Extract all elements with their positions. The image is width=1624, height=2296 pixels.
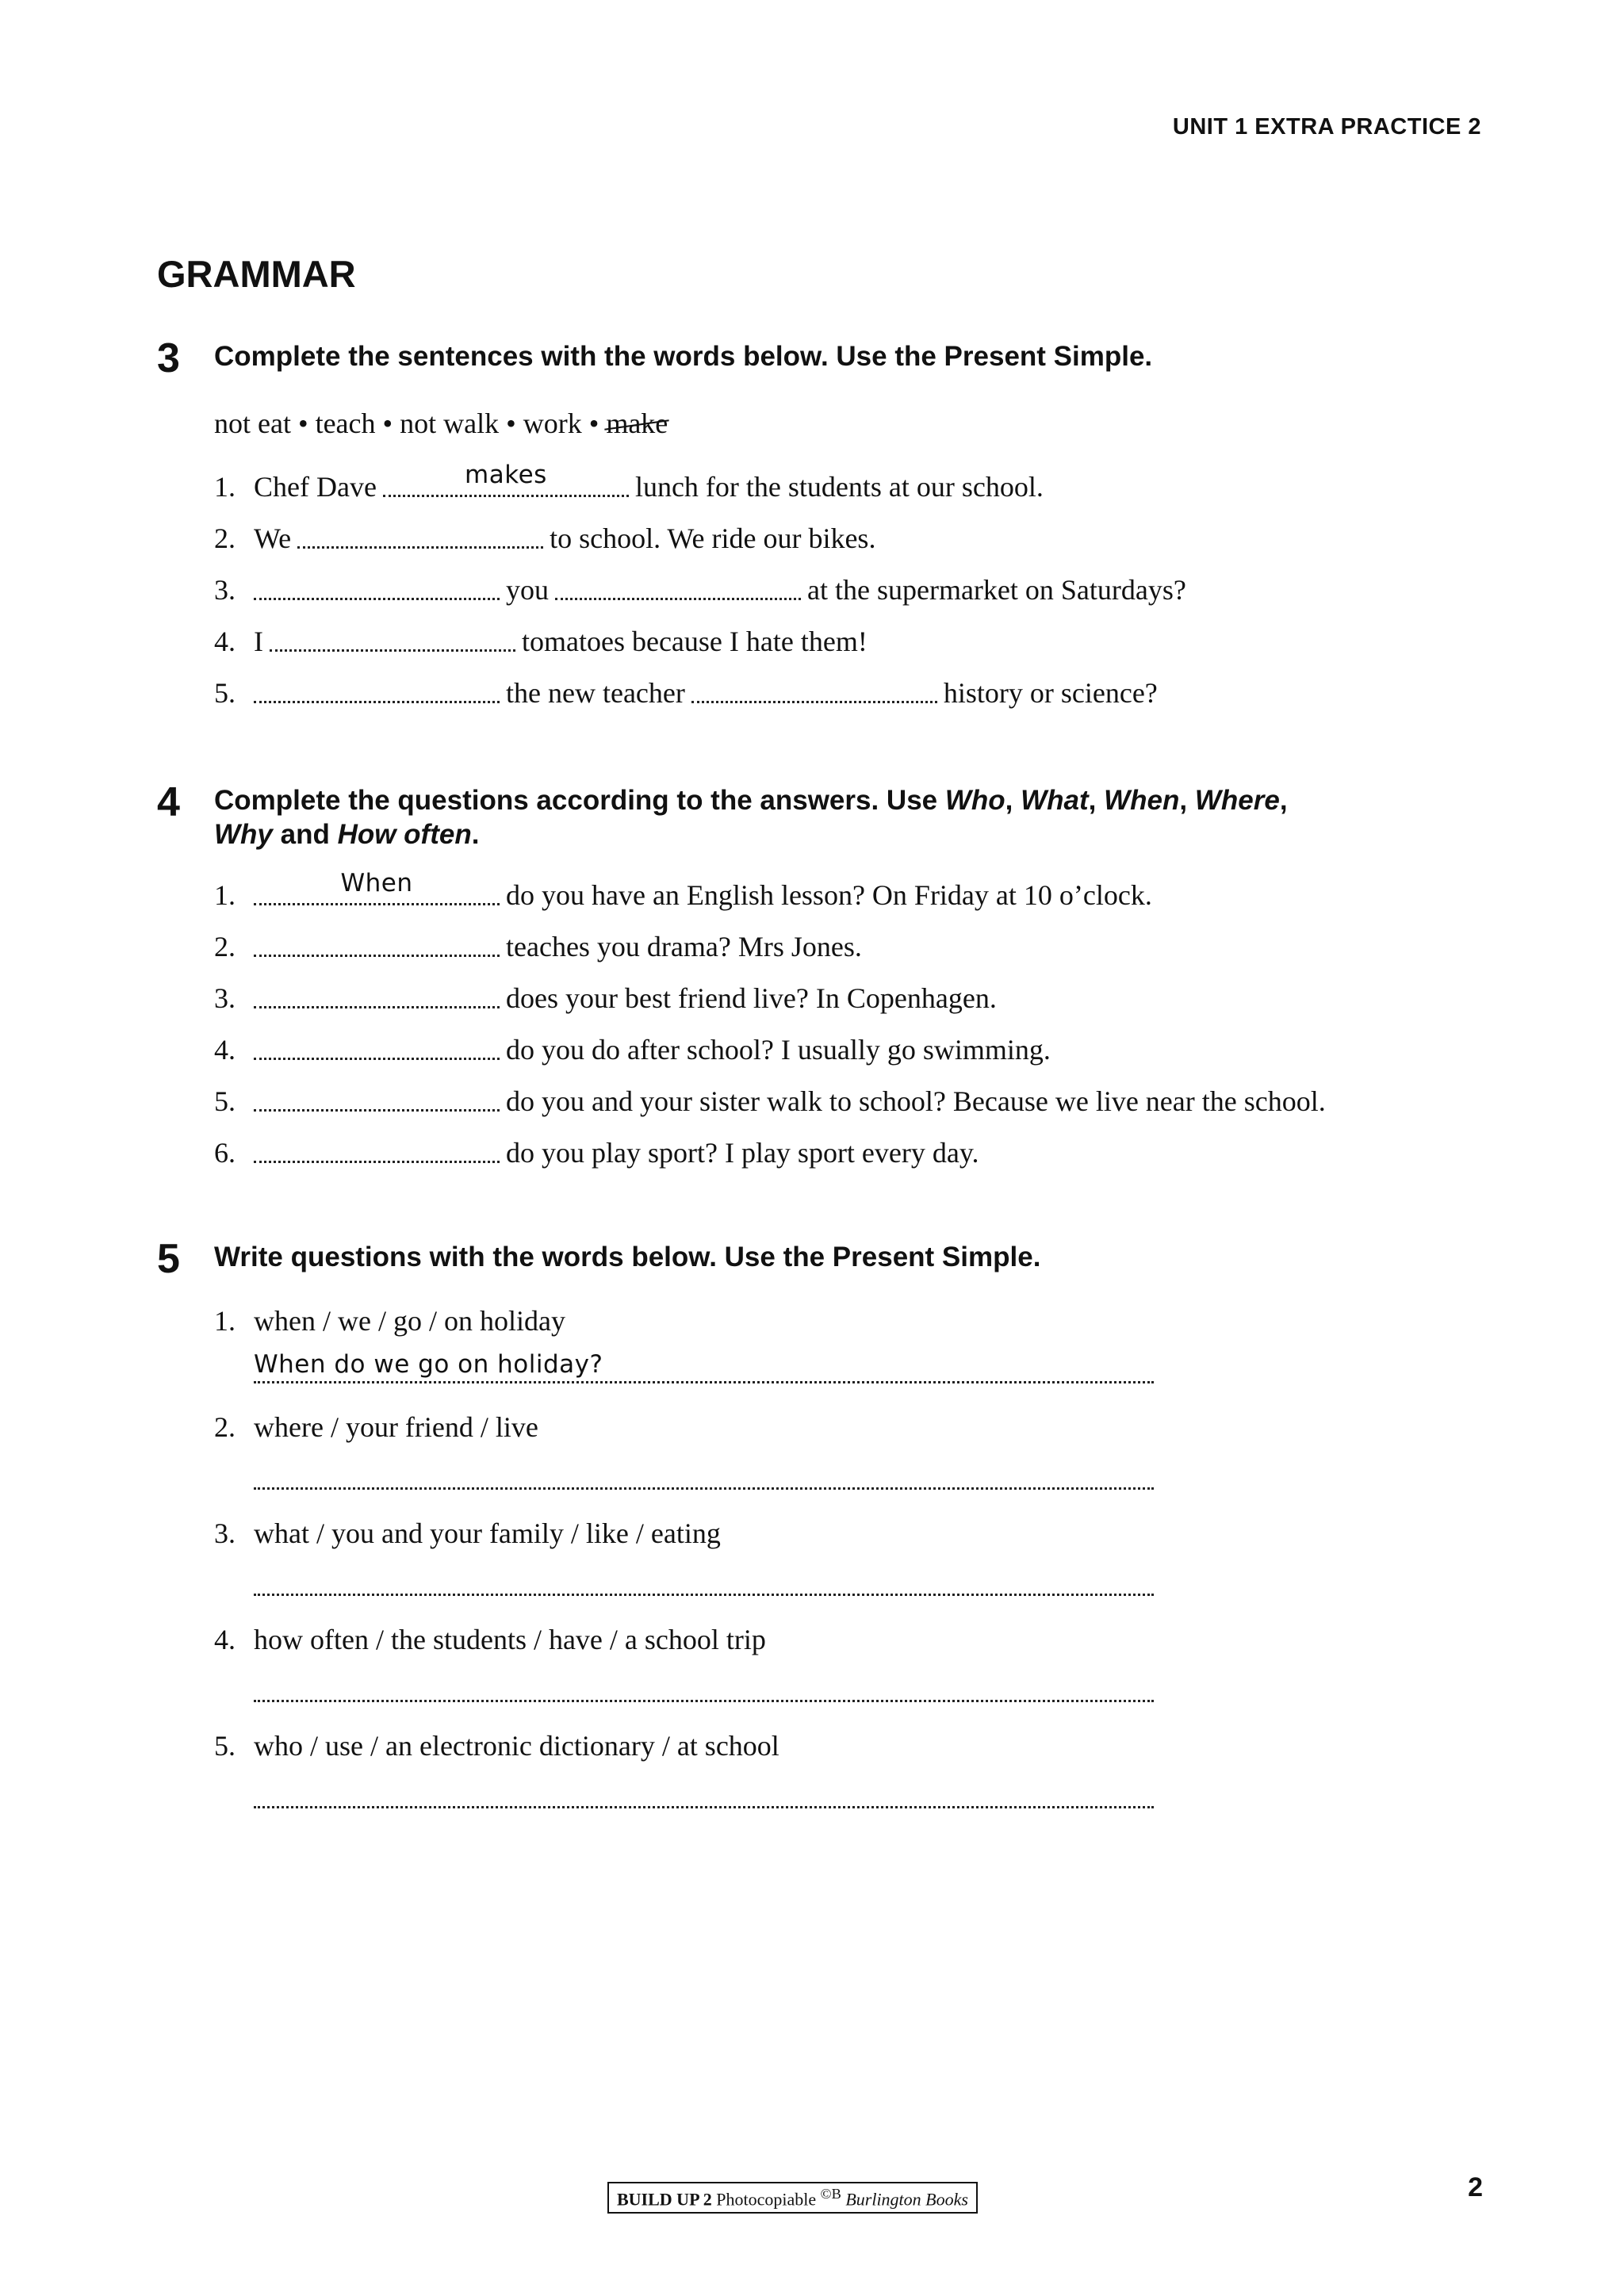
list-item — [214, 667, 1426, 718]
exercise-5 — [157, 1236, 1426, 1827]
answer-blank[interactable] — [254, 932, 500, 962]
exercise-4 — [157, 779, 1426, 1178]
word: work — [523, 408, 582, 439]
photocopiable-text: Photocopiable — [716, 2189, 817, 2210]
word-box: not eat • teach • not walk • work • make — [214, 408, 668, 439]
item-number: 1. — [214, 470, 236, 503]
exercise-number: 4 — [157, 779, 180, 825]
item-number: 1. — [214, 1305, 236, 1337]
list-item — [214, 972, 1426, 1024]
item-text: at the supermarket on Saturdays? — [807, 573, 1186, 606]
page-number: 2 — [1468, 2172, 1483, 2202]
exercise-5-list — [214, 1296, 1426, 1820]
word: teach — [315, 408, 376, 439]
list-item — [214, 512, 1426, 564]
exercise-instruction: Complete the sentences with the words below. Use the Present Simple. — [214, 341, 1153, 372]
item-prompt: what / you and your family / like / eating — [254, 1517, 721, 1549]
answer-blank[interactable] — [555, 575, 801, 605]
answer-blank[interactable] — [254, 1086, 500, 1116]
answer-blank[interactable] — [270, 626, 515, 656]
answer-blank[interactable] — [691, 678, 937, 708]
copyright-mark: ©B — [820, 2186, 841, 2202]
answer-blank[interactable] — [383, 460, 629, 502]
item-number: 2. — [214, 1411, 236, 1443]
item-text: do you and your sister walk to school? Because we live near the school. — [506, 1085, 1326, 1117]
item-number: 2. — [214, 930, 236, 962]
item-number: 3. — [214, 573, 236, 606]
answer-blank[interactable] — [297, 523, 543, 553]
item-text: lunch for the students at our school. — [634, 470, 1044, 503]
series-name: BUILD UP 2 — [617, 2189, 712, 2210]
answer-line[interactable] — [254, 1558, 1154, 1607]
answer-blank[interactable] — [254, 678, 500, 708]
item-text: do you play sport? I play sport every day. — [506, 1136, 979, 1169]
item-number: 1. — [214, 878, 236, 911]
list-item — [214, 1509, 1426, 1607]
answer-blank[interactable] — [254, 1138, 500, 1168]
item-number: 3. — [214, 1517, 236, 1549]
publisher-name: Burlington Books — [845, 2189, 968, 2210]
item-number: 3. — [214, 982, 236, 1014]
item-number: 2. — [214, 522, 236, 554]
list-item — [214, 1296, 1426, 1395]
item-text: the new teacher — [506, 676, 685, 709]
item-text: do you do after school? I usually go swimming. — [506, 1033, 1051, 1066]
item-number: 6. — [214, 1136, 236, 1169]
list-item — [214, 1402, 1426, 1501]
list-item — [214, 869, 1426, 920]
item-text: do you have an English lesson? On Friday at 10 o’clock. — [506, 878, 1152, 911]
answer-line[interactable] — [254, 1664, 1154, 1713]
item-number: 4. — [214, 1624, 236, 1655]
item-text: you — [506, 573, 549, 606]
exercise-instruction: Write questions with the words below. Use the Present Simple. — [214, 1242, 1041, 1272]
item-text: does your best friend live? In Copenhagen. — [506, 982, 997, 1014]
item-number: 5. — [214, 1085, 236, 1117]
struck-word: make — [606, 408, 668, 439]
item-number: 5. — [214, 676, 236, 709]
item-prompt: who / use / an electronic dictionary / at school — [254, 1730, 779, 1762]
answer-blank[interactable] — [254, 983, 500, 1013]
answer-blank[interactable] — [254, 575, 500, 605]
handwritten-answer: When — [340, 868, 413, 897]
list-item — [214, 1075, 1426, 1127]
exercise-number: 3 — [157, 335, 180, 381]
word: not eat — [214, 408, 291, 439]
list-item — [214, 1721, 1426, 1820]
item-text: teaches you drama? Mrs Jones. — [506, 930, 862, 962]
exercise-3-list — [214, 461, 1426, 718]
exercise-3 — [157, 335, 1426, 718]
item-number: 4. — [214, 625, 236, 657]
item-text: We — [254, 522, 292, 554]
answer-line[interactable] — [254, 1452, 1154, 1501]
item-prompt: where / your friend / live — [254, 1411, 538, 1443]
answer-line[interactable] — [254, 1770, 1154, 1820]
answer-blank[interactable] — [254, 1035, 500, 1065]
answer-line[interactable] — [254, 1345, 1154, 1395]
list-item — [214, 1024, 1426, 1075]
item-number: 4. — [214, 1033, 236, 1066]
list-item — [214, 615, 1426, 667]
exercise-number: 5 — [157, 1236, 180, 1282]
list-item — [214, 461, 1426, 512]
list-item — [214, 564, 1426, 615]
item-text: I — [254, 625, 263, 657]
list-item — [214, 1615, 1426, 1713]
item-text: history or science? — [943, 676, 1158, 709]
answer-blank[interactable] — [254, 868, 500, 910]
item-text: tomatoes because I hate them! — [522, 625, 868, 657]
item-prompt: when / we / go / on holiday — [254, 1305, 565, 1337]
word: not walk — [400, 408, 500, 439]
item-text: to school. We ride our bikes. — [550, 522, 876, 554]
item-text: Chef Dave — [254, 470, 377, 503]
section-title: GRAMMAR — [157, 253, 356, 295]
list-item — [214, 920, 1426, 972]
handwritten-answer: When do we go on holiday? — [254, 1350, 603, 1379]
exercise-instruction: Complete the questions according to the answers. Use Who, What, When, Where, Why and How often. — [214, 785, 1288, 850]
item-prompt: how often / the students / have / a school trip — [254, 1624, 766, 1655]
exercise-4-list — [214, 869, 1426, 1178]
footer-credit — [607, 2182, 978, 2214]
list-item — [214, 1127, 1426, 1178]
item-number: 5. — [214, 1730, 236, 1762]
handwritten-answer: makes — [465, 460, 547, 489]
unit-header: UNIT 1 EXTRA PRACTICE 2 — [1172, 114, 1481, 140]
